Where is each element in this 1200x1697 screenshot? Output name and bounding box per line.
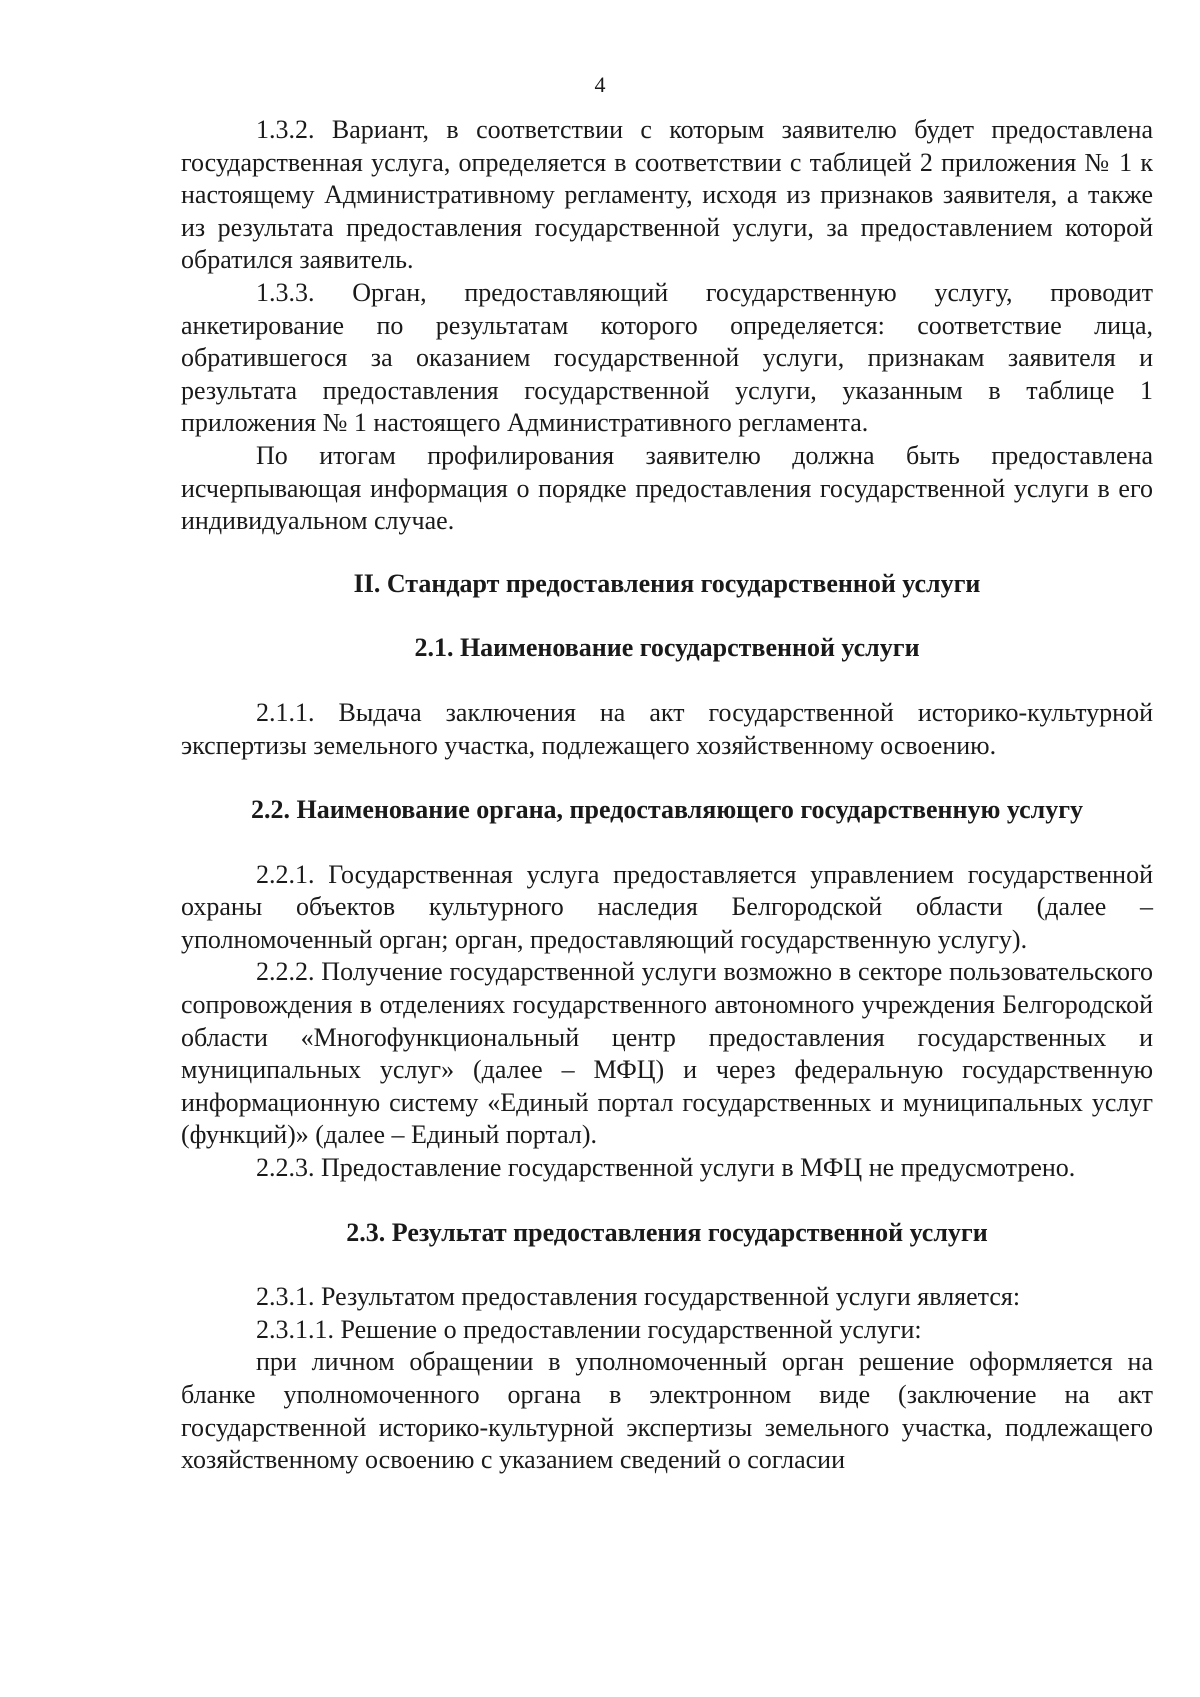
paragraph-2-3-1: 2.3.1. Результатом предоставления государственной услуги является: [256,1282,1021,1312]
section-heading-2-3: 2.3. Результат предоставления государственной услуги [346,1217,988,1247]
paragraph-1-3-3: 1.3.3. Орган, предоставляющий государственную услугу, проводит анкетирование по результатам которого определяется: соответствие лица, обратившегося за оказанием государственной услуги, признакам заявителя и результата предоставления государственной услуги, указанным в таблице 1 приложения № 1 настоящего Административного регламента. [181,277,1153,438]
paragraph-personal-request: при личном обращении в уполномоченный орган решение оформляется на бланке уполномоченного органа в электронном виде (заключение на акт государственной историко-культурной экспертизы земельного участка, подлежащего хозяйственному освоению с указанием сведений о согласии [181,1347,1153,1475]
section-heading-2-2: 2.2. Наименование органа, предоставляющего государственную услугу [250,795,1084,825]
paragraph-2-2-3: 2.2.3. Предоставление государственной услуги в МФЦ не предусмотрено. [256,1153,1076,1183]
page-number: 4 [594,72,606,97]
paragraph-2-1-1: 2.1.1. Выдача заключения на акт государственной историко-культурной экспертизы земельного участка, подлежащего хозяйственному освоению. [181,697,1153,760]
section-heading-standard: II. Стандарт предоставления государственной услуги [353,568,981,598]
paragraph-1-3-2: 1.3.2. Вариант, в соответствии с которым заявителю будет предоставлена государственная услуга, определяется в соответствии с таблицей 2 приложения № 1 к настоящему Административному регламенту, исходя из признаков заявителя, а также из результата предоставления государственной услуги, за предоставлением которой обратился заявитель. [181,115,1153,275]
paragraph-2-2-2: 2.2.2. Получение государственной услуги возможно в секторе пользовательского сопровождения в отделениях государственного автономного учреждения Белгородской области «Многофункциональный центр предоставления государственных и муниципальных услуг» (далее – МФЦ) и через федеральную государственную информационную систему «Единый портал государственных и муниципальных услуг (функций)» (далее – Единый портал). [181,957,1153,1150]
paragraph-profiling: По итогам профилирования заявителю должна быть предоставлена исчерпывающая информация о порядке предоставления государственной услуги в его индивидуальном случае. [181,440,1153,536]
document-body [181,114,1153,1477]
section-heading-2-1: 2.1. Наименование государственной услуги [414,633,920,663]
paragraph-2-2-1: 2.2.1. Государственная услуга предоставляется управлением государственной охраны объектов культурного наследия Белгородской области (далее – уполномоченный орган; орган, предоставляющий государственную услугу). [181,859,1153,954]
paragraph-2-3-1-1: 2.3.1.1. Решение о предоставлении государственной услуги: [256,1314,922,1344]
